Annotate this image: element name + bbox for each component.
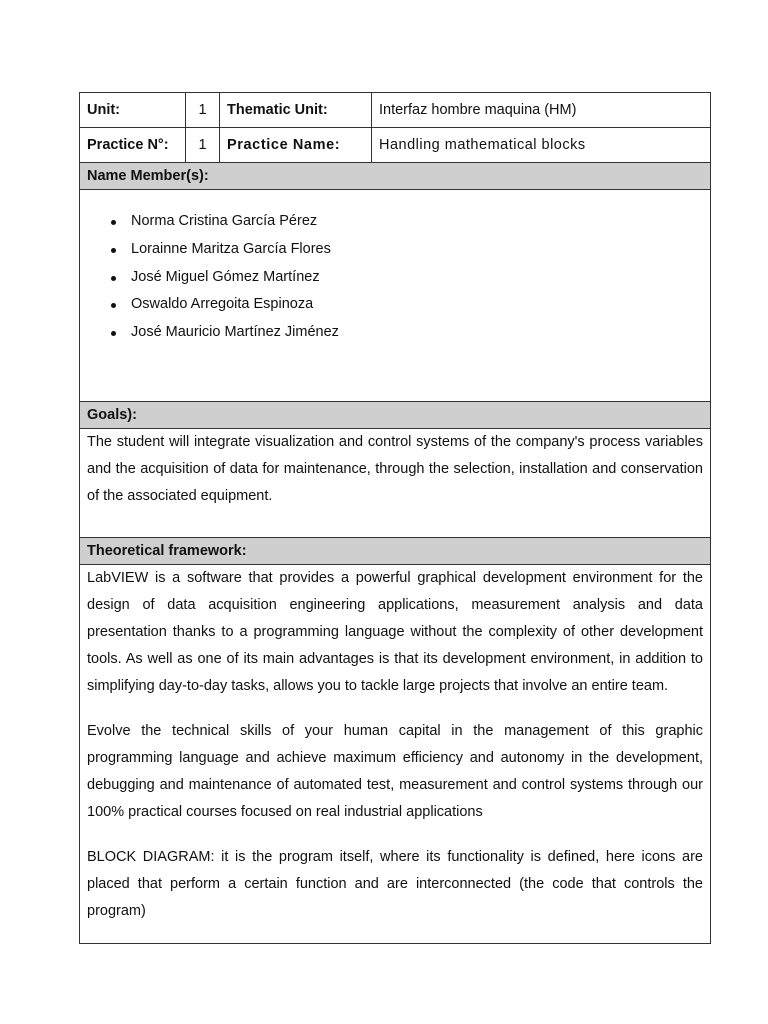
framework-paragraph: LabVIEW is a software that provides a powerful graphical development environment for the design of data acquisition engineering applications, measurement analysis and data presentation thanks to a programming language without the complexity of other development tools. As well as one of its main advantages is that its development environment, in addition to simplifying day-to-day tasks, allows you to tackle large projects that involve an entire team. [87, 570, 703, 694]
practice-name-value: Handling mathematical blocks [372, 128, 711, 163]
goals-cell [80, 429, 711, 538]
members-cell [80, 190, 711, 402]
framework-header-row [80, 538, 711, 565]
framework-paragraph: Evolve the technical skills of your human capital in the management of this graphic programming language and achieve maximum efficiency and autonomy in the development, debugging and maintenance of automated test, measurement and control systems through our 100% practical courses focused on real industrial applications [87, 723, 703, 820]
practice-table [79, 92, 711, 944]
members-row [80, 190, 711, 402]
framework-cell [80, 565, 711, 944]
thematic-unit-value: Interfaz hombre maquina (HM) [372, 93, 711, 128]
practice-no-value: 1 [186, 128, 220, 163]
members-header-row [80, 163, 711, 190]
framework-row [80, 565, 711, 944]
list-item: Oswaldo Arregoita Espinoza [131, 291, 703, 319]
unit-label: Unit: [80, 93, 186, 128]
list-item: Lorainne Maritza García Flores [131, 236, 703, 264]
goals-header-row [80, 402, 711, 429]
framework-paragraph: BLOCK DIAGRAM: it is the program itself, where its functionality is defined, here icons are placed that perform a certain function and are interconnected (the code that controls the program) [87, 849, 703, 919]
list-item: Norma Cristina García Pérez [131, 208, 703, 236]
unit-value: 1 [186, 93, 220, 128]
practice-no-label: Practice N°: [80, 128, 186, 163]
practice-name-label: Practice Name: [220, 128, 372, 163]
thematic-unit-label: Thematic Unit: [220, 93, 372, 128]
framework-label: Theoretical framework: [80, 538, 711, 565]
goals-label: Goals): [80, 402, 711, 429]
members-list [87, 208, 703, 347]
list-item: José Miguel Gómez Martínez [131, 264, 703, 292]
practice-form [79, 92, 710, 944]
practice-row [80, 128, 711, 163]
goals-row [80, 429, 711, 538]
goals-text: The student will integrate visualization and control systems of the company's process variables and the acquisition of data for maintenance, through the selection, installation and conservation of the associated equipment. [87, 434, 703, 504]
members-label: Name Member(s): [80, 163, 711, 190]
unit-row [80, 93, 711, 128]
list-item: José Mauricio Martínez Jiménez [131, 319, 703, 347]
